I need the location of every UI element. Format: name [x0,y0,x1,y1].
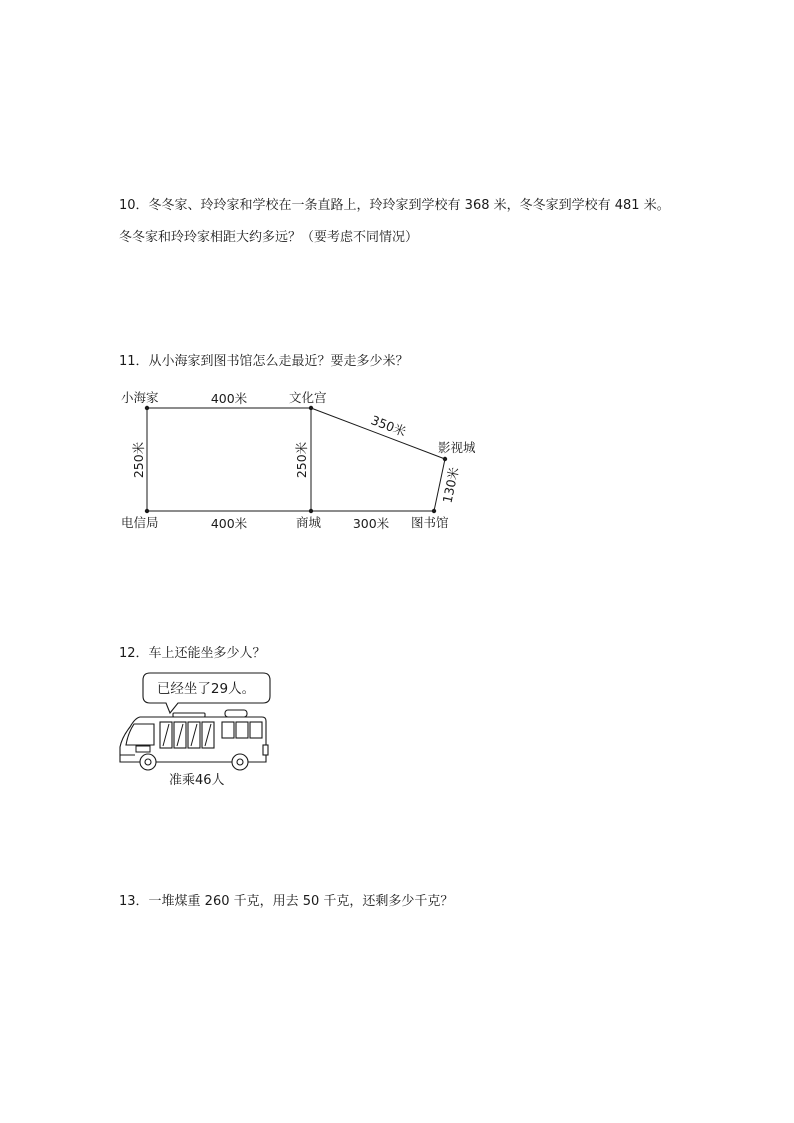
dist-bottom: 400米 [210,516,248,531]
dist-left: 250米 [131,441,146,479]
label-tushuguan: 图书馆 [411,515,449,530]
dist-top: 400米 [210,391,248,406]
window [236,722,248,738]
q12-text: 12．车上还能坐多少人？ [119,646,266,661]
window [222,722,234,738]
label-dianxinju: 电信局 [121,515,159,530]
speech-text: 已经坐了29人。 [156,681,256,697]
label-yingshicheng: 影视城 [438,440,476,455]
q10-text-line2: 冬冬家和玲玲家相距大约多远？（要考虑不同情况） [119,230,419,245]
rear-hub [237,759,243,765]
front-hub [145,759,151,765]
roof-vent [225,710,247,717]
window [250,722,262,738]
label-xiaohai: 小海家 [121,390,159,405]
dist-diagonal: 350米 [368,412,409,440]
bus-capacity: 准乘46人 [169,773,225,788]
label-shangcheng: 商城 [296,515,322,530]
q13-text: 13．一堆煤重 260 千克，用去 50 千克，还剩多少千克？ [119,894,454,909]
q10-text-line1: 10．冬冬家、玲玲家和学校在一条直路上，玲玲家到学校有 368 米，冬冬家到学校有 481 米。 [119,198,670,213]
q11-text: 11．从小海家到图书馆怎么走最近？要走多少米？ [119,354,409,369]
rear-light [263,745,268,755]
roof-rack [173,713,205,717]
dist-shop-library: 300米 [352,516,390,531]
dist-middle: 250米 [294,441,309,479]
dist-right: 130米 [439,465,462,505]
label-wenhuagong: 文化宫 [289,390,327,405]
